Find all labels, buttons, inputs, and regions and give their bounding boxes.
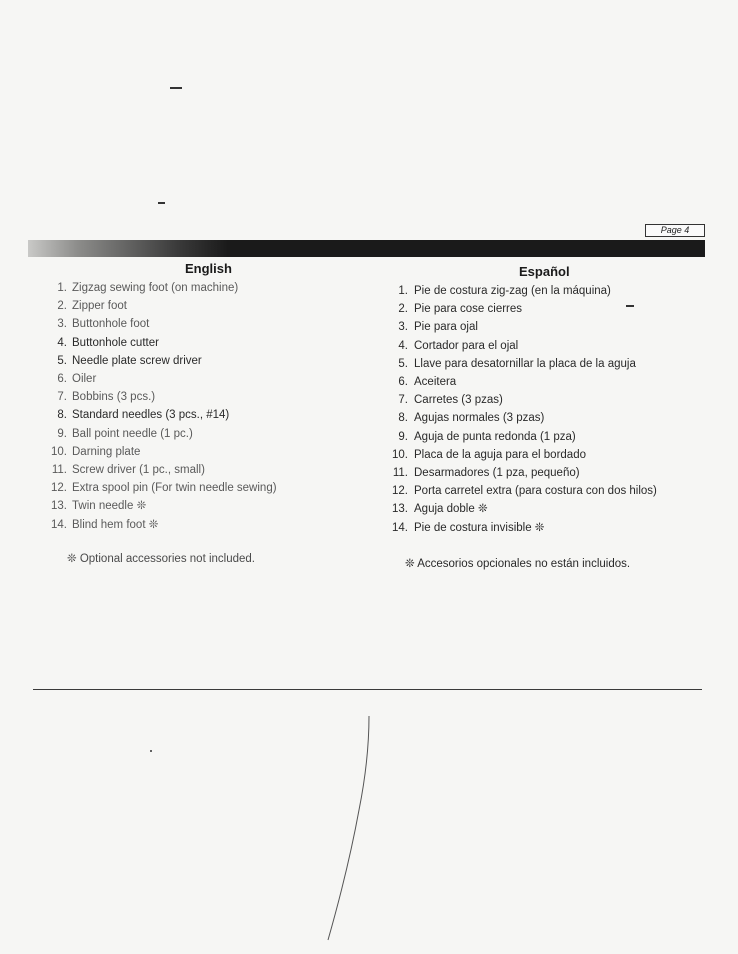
item-number: 11. xyxy=(392,467,408,480)
item-number: 7. xyxy=(57,391,67,404)
item-text: Pie de costura zig-zag (en la máquina) xyxy=(414,285,611,297)
item-number: 1. xyxy=(57,282,67,294)
item-text: Llave para desatornillar la placa de la aguja xyxy=(414,357,636,370)
item-text: Placa de la aguja para el bordado xyxy=(414,448,586,461)
item-text: Desarmadores (1 pza, pequeño) xyxy=(414,467,580,480)
item-number: 7. xyxy=(398,394,408,407)
item-text: Pie para cose cierres xyxy=(414,303,523,316)
english-heading: English xyxy=(185,261,232,276)
item-number: 10. xyxy=(392,448,408,461)
item-number: 14. xyxy=(51,518,67,531)
item-text: Zigzag sewing foot (on machine) xyxy=(72,282,239,294)
item-number: 10. xyxy=(51,445,67,458)
item-number: 2. xyxy=(398,303,408,316)
item-text: Buttonhole cutter xyxy=(72,336,159,349)
item-text: Twin needle ❊ xyxy=(72,500,147,513)
item-number: 5. xyxy=(57,354,67,367)
item-number: 4. xyxy=(398,339,408,352)
item-number: 9. xyxy=(57,427,67,440)
item-number: 9. xyxy=(398,430,408,443)
item-text: Aguja de punta redonda (1 pza) xyxy=(414,430,576,443)
item-number: 12. xyxy=(392,485,408,498)
item-number: 8. xyxy=(398,412,408,425)
item-text: Zipper foot xyxy=(72,300,127,313)
item-number: 4. xyxy=(57,336,67,349)
page-number-label: Page 4 xyxy=(645,224,705,237)
item-number: 3. xyxy=(398,321,408,334)
item-number: 6. xyxy=(398,376,408,389)
item-number: 6. xyxy=(57,373,67,386)
item-number: 13. xyxy=(51,500,67,513)
item-number: 5. xyxy=(398,357,408,370)
item-text: Bobbins (3 pcs.) xyxy=(72,391,156,404)
item-text: Ball point needle (1 pc.) xyxy=(72,427,193,440)
item-number: 1. xyxy=(398,285,408,297)
item-text: Oiler xyxy=(72,373,97,386)
item-number: 14. xyxy=(392,521,408,534)
item-number: 2. xyxy=(57,300,67,313)
item-text: Pie para ojal xyxy=(414,321,478,334)
item-number: 3. xyxy=(57,318,67,331)
item-text: Extra spool pin (For twin needle sewing) xyxy=(72,482,277,495)
item-number: 12. xyxy=(51,482,67,495)
item-text: Aguja doble ❊ xyxy=(414,503,488,516)
item-text: Porta carretel extra (para costura con dos hilos) xyxy=(414,485,657,498)
item-text: Cortador para el ojal xyxy=(414,339,519,352)
item-text: Screw driver (1 pc., small) xyxy=(72,464,205,477)
item-number: 11. xyxy=(51,464,67,477)
espanol-heading: Español xyxy=(519,264,570,279)
item-text: Blind hem foot ❊ xyxy=(72,518,159,531)
espanol-optional-note: ❊ Accesorios opcionales no están incluidos. xyxy=(405,558,631,570)
item-text: Carretes (3 pzas) xyxy=(414,394,503,407)
item-text: Darning plate xyxy=(72,445,141,458)
item-text: Aceitera xyxy=(414,376,457,389)
item-number: 13. xyxy=(392,503,408,516)
item-number: 8. xyxy=(57,409,67,422)
item-text: Pie de costura invisible ❊ xyxy=(414,521,545,534)
english-optional-note: ❊ Optional accessories not included. xyxy=(67,553,255,565)
item-text: Buttonhole foot xyxy=(72,318,150,331)
item-text: Standard needles (3 pcs., #14) xyxy=(72,409,230,422)
item-text: Agujas normales (3 pzas) xyxy=(414,412,545,425)
item-text: Needle plate screw driver xyxy=(72,354,202,367)
